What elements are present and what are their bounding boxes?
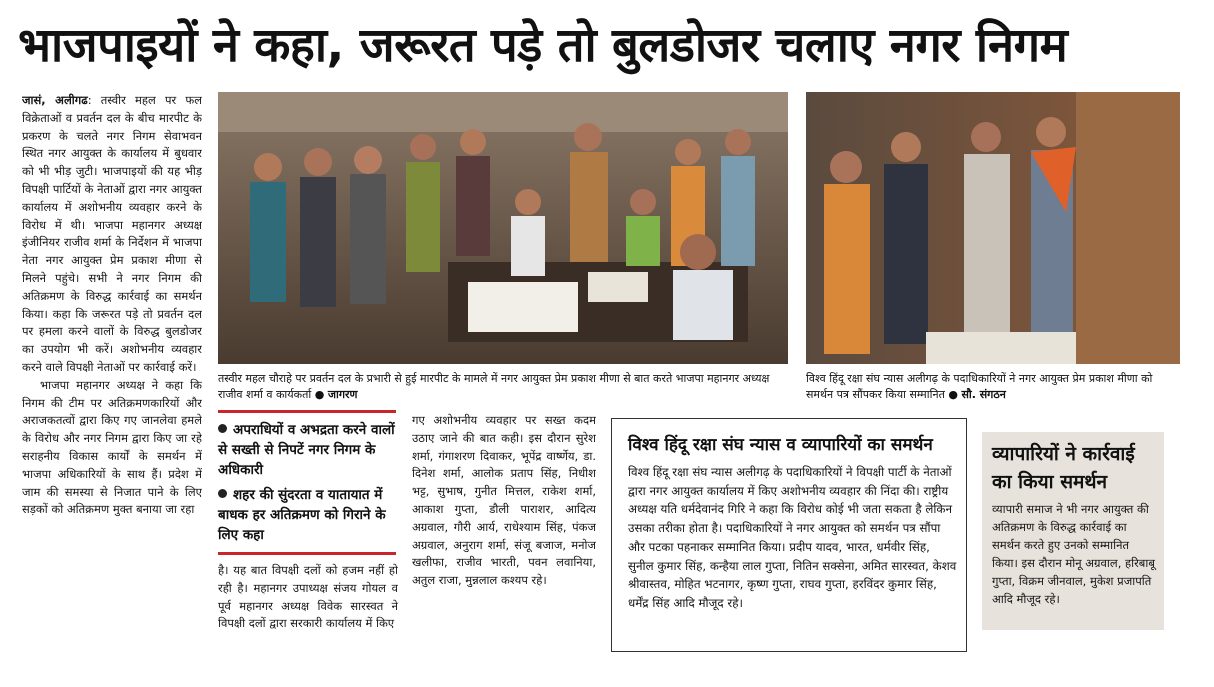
photo-2-credit-text: सौ. संगठन xyxy=(961,388,1006,401)
side-text: व्यापारी समाज ने भी नगर आयुक्त की अतिक्रमण के विरुद्ध कार्रवाई का समर्थन करते हुए उनको सम्मानित किया। इस दौरान मोनू अग्रवाल, हरिबाबू गुप्ता, विक्रम जीनवाल, मुकेश प्रजापति आदि मौजूद रहे। xyxy=(992,502,1155,606)
paragraph-1-text: : तस्वीर महल पर फल विक्रेताओं व प्रवर्तन दल के बीच मारपीट के प्रकरण के चलते नगर निगम सेवाभवन स्थित नगर आयुक्त के कार्यालय में बुधवार को भी भीड़ जुटी। भाजपाइयों की यह भीड़ विपक्षी पार्टियों के नेताओं द्वारा नगर आयुक्त कार्यालय में अशोभनीय व्यवहार करने के विरोध में थी। भाजपा महानगर अध्यक्ष इंजीनियर राजीव शर्मा के निर्देशन में भाजपा नेता नगर आयुक्त प्रेम प्रकाश मीणा से मिलने पहुंचे। सभी ने नगर निगम की अतिक्रमण के विरुद्ध कार्रवाई का समर्थन किया। कहा कि जरूरत पड़े तो प्रवर्तन दल पर हमला करने वालों के विरुद्ध बुलडोजर का उपयोग भी करें। अशोभनीय व्यवहार करने वाले विपक्षी नेताओं पर कार्रवाई करें। xyxy=(22,93,202,374)
headline: भाजपाइयों ने कहा, जरूरत पड़े तो बुलडोजर चलाए नगर निगम xyxy=(18,18,1068,73)
photo-honour-commissioner xyxy=(806,92,1180,364)
side-box xyxy=(982,432,1164,630)
photo-illustration xyxy=(218,92,788,364)
photo-1-caption xyxy=(218,371,790,405)
side-title: व्यापारियों ने कार्रवाई का किया समर्थन xyxy=(992,443,1135,493)
column-1 xyxy=(22,92,202,682)
highlight-1 xyxy=(218,420,398,480)
box-text: विश्व हिंदू रक्षा संघ न्यास अलीगढ़ के पदाधिकारियों ने विपक्षी पार्टी के नेताओं द्वारा नगर आयुक्त कार्यालय में किए अशोभनीय व्यवहार की निंदा की। राष्ट्रीय अध्यक्ष यति धर्मदेवानंद गिरि ने कहा कि विरोध कोई भी जता सकता है लेकिन उसका तरीका होता है। पदाधिकारियों ने नगर आयुक्त को समर्थन पत्र सौंपा और पटका पहनाकर सम्मानित किया। प्रदीप यादव, भारत, धर्मवीर सिंह, सुनील कुमार सिंह, कन्हैया लाल गुप्ता, नितिन सक्सेना, अमित सारस्वत, केशव श्रीवास्तव, मोहित भटनागर, कृष्ण गुप्ता, राघव गुप्ता, हरविंदर कुमार सिंह, धर्मेंद्र सिंह आदि मौजूद रहे। xyxy=(628,465,957,610)
box-title: विश्व हिंदू रक्षा संघ न्यास व व्यापारियों का समर्थन xyxy=(628,435,933,455)
photo-1-caption-text: तस्वीर महल चौराहे पर प्रवर्तन दल के प्रभारी से हुई मारपीट के मामले में नगर आयुक्त प्रेम प्रकाश मीणा से बात करते भाजपा महानगर अध्यक्ष राजीव शर्मा व कार्यकर्ता xyxy=(218,372,770,401)
dateline: जासं, अलीगढ xyxy=(22,93,88,107)
highlight-rule-bottom xyxy=(218,552,396,555)
photo-2-caption-text: विश्व हिंदू रक्षा संघ न्यास अलीगढ़ के पदाधिकारियों ने नगर आयुक्त प्रेम प्रकाश मीणा को समर्थन पत्र सौंपकर किया सम्मानित xyxy=(806,372,1153,401)
highlight-2-text: शहर की सुंदरता व यातायात में बाधक हर अतिक्रमण को गिराने के लिए कहा xyxy=(218,487,386,543)
photo-1-credit-text: जागरण xyxy=(327,388,358,401)
photo-2-credit: ● सौ. संगठन xyxy=(948,388,1006,401)
highlight-2 xyxy=(218,485,398,545)
highlight-1-text: अपराधियों व अभद्रता करने वालों से सख्ती से निपटें नगर निगम के अधिकारी xyxy=(218,422,395,478)
bullet-icon xyxy=(218,489,227,498)
bullet-icon xyxy=(218,424,227,433)
paragraph-1 xyxy=(22,92,202,377)
photo-illustration-2 xyxy=(806,92,1180,364)
photo-meeting-commissioner xyxy=(218,92,788,364)
paragraph-2: भाजपा महानगर अध्यक्ष ने कहा कि निगम की टीम पर अतिक्रमणकारियों और अराजकतत्वों द्वारा किए गए जानलेवा हमले के विरोध और नगर निगम द्वारा किए जा रहे सराहनीय विकास कार्यों के समर्थन में भाजपा अधिकारियों के साथ हैं। प्रदेश में जाम की समस्या से निजात पाने के लिए सड़कों को अतिक्रमण मुक्त बनाया जा रहा xyxy=(22,377,202,517)
highlight-rule-top xyxy=(218,410,396,413)
column-3: गए अशोभनीय व्यवहार पर सख्त कदम उठाए जाने की बात कही। इस दौरान सुरेश शर्मा, गंगाशरण दिवाकर, भूपेंद्र वार्ष्णेय, डा. दिनेश शर्मा, आलोक प्रताप सिंह, निधीश भट्ट, सुभाष, गुनीत मित्तल, राकेश शर्मा, आकाश गुप्ता, डौली पाराशर, आदित्य अग्रवाल, गौरी आर्य, राधेश्याम सिंह, पंकज अग्रवाल, अनुराग शर्मा, संजू बजाज, मनोज खलीफा, राजीव भारती, पवन लवानिया, अतुल राजा, मुन्नलाल कश्यप रहे। xyxy=(412,413,596,588)
column-2-bottom: है। यह बात विपक्षी दलों को हजम नहीं हो रही है। महानगर उपाध्यक्ष संजय गोयल व पूर्व महानगर अध्यक्ष विवेक सारस्वत ने विपक्षी दलों द्वारा सरकारी कार्यालय में किए xyxy=(218,563,398,631)
boxed-story xyxy=(611,418,967,652)
photo-2-caption xyxy=(806,371,1182,405)
photo-1-credit: ● जागरण xyxy=(314,388,358,401)
